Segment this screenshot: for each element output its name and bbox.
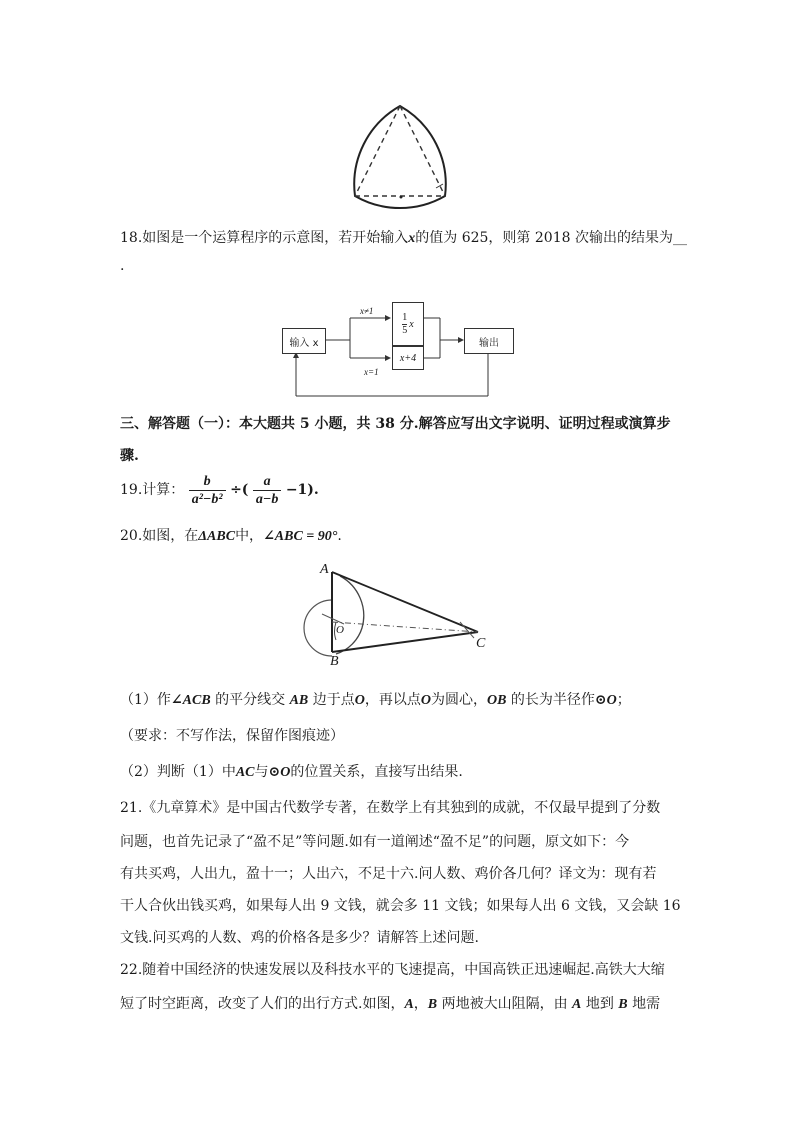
q22-line-1: 22.随着中国经济的快速发展以及科技水平的飞速提高，中国高铁正迅速崛起.高铁大大缩 — [120, 962, 665, 978]
q19-fraction-2: $\frac{a}{a-b}$ — [253, 473, 281, 508]
q21-line-1: 21.《九章算术》是中国古代数学专著，在数学上有其独到的成就，不仅最早提到了分数 — [120, 800, 661, 816]
flow-input-box: 输入 x — [282, 328, 326, 354]
q22-line-2: 短了时空距离，改变了人们的出行方式.如图，A，B 两地被大山阻隔，由 A 地到 B 地需 — [120, 996, 661, 1012]
q18-text: 18.如图是一个运算程序的示意图，若开始输入x的值为 625，则第 2018 次输出的结果为__ — [120, 230, 687, 246]
label-O: O — [336, 624, 344, 636]
triangle-figure — [300, 560, 500, 670]
q21-line-2: 问题，也首先记录了“盈不足”等问题.如有一道阐述“盈不足”的问题，原文如下：今 — [120, 834, 630, 850]
flow-output-box: 输出 — [464, 328, 514, 354]
q20-requirement: （要求：不写作法，保留作图痕迹） — [120, 728, 344, 744]
label-A: A — [320, 562, 329, 577]
q21-line-3: 有共买鸡，人出九，盈十一；人出六，不足十六.问人数、鸡价各几何？译文为：现有若 — [120, 866, 657, 882]
reuleaux-triangle-figure — [340, 100, 460, 210]
flow-op-top-box: 1 5 x — [392, 302, 424, 346]
q21-line-4: 干人合伙出钱买鸡，如果每人出 9 文钱，就会多 11 文钱；如果每人出 6 文钱，又会缺 16 — [120, 898, 681, 914]
flow-branch-bottom-label: x=1 — [364, 367, 379, 377]
flowchart — [280, 300, 520, 400]
q20-part1: （1）作∠ACB 的平分线交 AB 边于点O，再以点O为圆心，OB 的长为半径作⊙O； — [120, 692, 631, 708]
q18-text-dot: . — [120, 258, 125, 274]
q19-fraction-1: $\frac{b}{\text{a²−b²}}$ — [189, 473, 226, 508]
label-C: C — [476, 636, 486, 651]
section3-heading: 三、解答题（一）：本大题共 5 小题，共 38 分.解答应写出文字说明、证明过程或演算步 — [120, 416, 671, 432]
q19-expression: 19.计算： $\frac{b}{\text{a²−b²}}$ ÷( $\frac{a}{a-b}$ −1). — [120, 473, 319, 507]
flow-branch-top-label: x≠1 — [360, 306, 374, 316]
q20-part2: （2）判断（1）中AC与⊙O的位置关系，直接写出结果. — [120, 764, 463, 780]
label-B: B — [330, 654, 339, 669]
flow-op-bottom-box: x+4 — [392, 346, 424, 370]
q21-line-5: 文钱.问买鸡的人数、鸡的价格各是多少？请解答上述问题. — [120, 930, 479, 946]
q20-text: 20.如图，在ΔABC中，∠ABC = 90°. — [120, 528, 342, 544]
section3-heading-cont: 骤. — [120, 448, 139, 464]
